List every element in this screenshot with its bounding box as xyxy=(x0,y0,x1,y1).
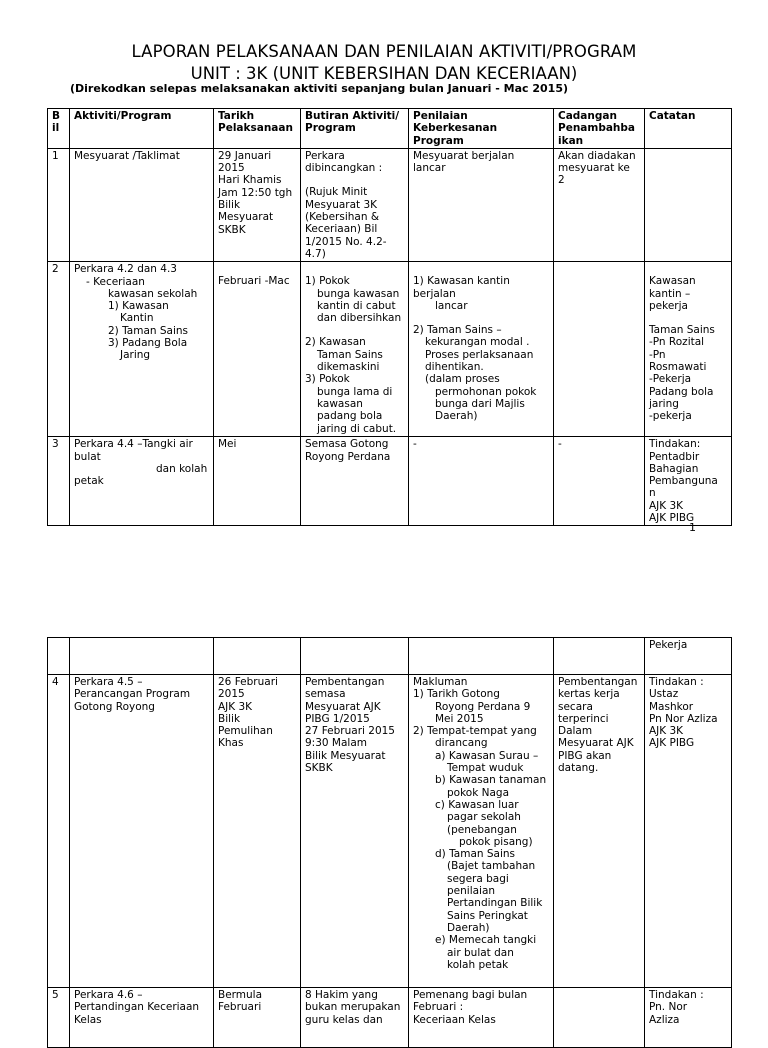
header-tarikh: Tarikh Pelaksanaan xyxy=(214,109,301,149)
aktiviti-cell: Mesyuarat /Taklimat xyxy=(70,148,214,261)
tarikh-cell: 26 Februari 2015 AJK 3K Bilik Pemulihan Khas xyxy=(214,675,301,988)
table-row xyxy=(48,675,732,988)
table-row-continued xyxy=(48,638,732,675)
catatan-cell: Tindakan: Pentadbir Bahagian Pembanguna n AJK 3K AJK PIBG xyxy=(645,437,732,526)
aktiviti-cell: Perkara 4.5 – Perancangan Program Gotong Royong xyxy=(70,675,214,988)
butiran-cell: 1) Pokok bunga kawasan kantin di cabut dan dibersihkan 2) Kawasan Taman Sains dikemaskini 3) Pokok bunga lama di kawasan padang bola jaring di cabut. xyxy=(301,262,409,437)
row-number: 5 xyxy=(48,988,70,1048)
header-catatan: Catatan xyxy=(645,109,732,149)
butiran-cell: 8 Hakim yang bukan merupakan guru kelas dan xyxy=(301,988,409,1048)
penilaian-cell: - xyxy=(409,437,554,526)
catatan-cell xyxy=(645,148,732,261)
tarikh-cell: Mei xyxy=(214,437,301,526)
cadangan-cell: - xyxy=(554,437,645,526)
table-row xyxy=(48,262,732,437)
catatan-cell: Tindakan : Pn. Nor Azliza xyxy=(645,988,732,1048)
activity-table-page2 xyxy=(47,637,732,1048)
unit-title: UNIT : 3K (UNIT KEBERSIHAN DAN KECERIAAN) xyxy=(190,64,578,83)
cadangan-cell: Akan diadakan mesyuarat ke 2 xyxy=(554,148,645,261)
header-bil: B il xyxy=(48,109,70,149)
aktiviti-cell: Perkara 4.6 – Pertandingan Keceriaan Kelas xyxy=(70,988,214,1048)
header-butiran: Butiran Aktiviti/ Program xyxy=(301,109,409,149)
row-number: 2 xyxy=(48,262,70,437)
report-title: LAPORAN PELAKSANAAN DAN PENILAIAN AKTIVITI/PROGRAM xyxy=(131,42,637,61)
activity-table-page1 xyxy=(47,108,732,526)
tarikh-cell: Bermula Februari xyxy=(214,988,301,1048)
butiran-cell: Semasa Gotong Royong Perdana xyxy=(301,437,409,526)
report-subtitle: (Direkodkan selepas melaksanakan aktiviti sepanjang bulan Januari - Mac 2015) xyxy=(70,82,569,95)
catatan-cell: Kawasan kantin – pekerja Taman Sains -Pn Rozital -Pn Rosmawati -Pekerja Padang bola jaring -pekerja xyxy=(645,262,732,437)
aktiviti-cell: Perkara 4.4 –Tangki air bulat dan kolah petak xyxy=(70,437,214,526)
row-number: 1 xyxy=(48,148,70,261)
header-cadangan: Cadangan Penambahba ikan xyxy=(554,109,645,149)
table-row xyxy=(48,988,732,1048)
table-row xyxy=(48,148,732,261)
cadangan-cell xyxy=(554,988,645,1048)
penilaian-cell: Pemenang bagi bulan Februari : Keceriaan Kelas xyxy=(409,988,554,1048)
row-number: 3 xyxy=(48,437,70,526)
catatan-cell: Tindakan : Ustaz Mashkor Pn Nor Azliza AJK 3K AJK PIBG xyxy=(645,675,732,988)
cadangan-cell xyxy=(554,262,645,437)
table-row xyxy=(48,437,732,526)
cadangan-cell: Pembentangan kertas kerja secara terperinci Dalam Mesyuarat AJK PIBG akan datang. xyxy=(554,675,645,988)
penilaian-cell: 1) Kawasan kantin berjalan lancar 2) Taman Sains – kekurangan modal . Proses perlaksanaan dihentikan. (dalam proses permohonan pokok bunga dari Majlis Daerah) xyxy=(409,262,554,437)
tarikh-cell: 29 Januari 2015 Hari Khamis Jam 12:50 tgh Bilik Mesyuarat SKBK xyxy=(214,148,301,261)
penilaian-cell: Mesyuarat berjalan lancar xyxy=(409,148,554,261)
butiran-cell: Perkara dibincangkan : (Rujuk Minit Mesyuarat 3K (Kebersihan & Keceriaan) Bil 1/2015 No. 4.2- 4.7) xyxy=(301,148,409,261)
catatan-cell: Pekerja xyxy=(645,638,732,675)
aktiviti-cell: Perkara 4.2 dan 4.3 - Keceriaan kawasan sekolah 1) Kawasan Kantin 2) Taman Sains 3) Padang Bola Jaring xyxy=(70,262,214,437)
row-number: 4 xyxy=(48,675,70,988)
butiran-cell: Pembentangan semasa Mesyuarat AJK PIBG 1/2015 27 Februari 2015 9:30 Malam Bilik Mesyuarat SKBK xyxy=(301,675,409,988)
header-aktiviti: Aktiviti/Program xyxy=(70,109,214,149)
table-header-row xyxy=(48,109,732,149)
penilaian-cell: Makluman 1) Tarikh Gotong Royong Perdana 9 Mei 2015 2) Tempat-tempat yang dirancang a) Kawasan Surau – Tempat wuduk b) Kawasan tanaman pokok Naga c) Kawasan luar pagar sekolah (penebangan pokok pisang) d) Taman Sains (Bajet tambahan segera bagi penilaian Pertandingan Bilik Sains Peringkat Daerah) e) Memecah tangki air bulat dan kolah petak xyxy=(409,675,554,988)
tarikh-cell: Februari -Mac xyxy=(214,262,301,437)
header-penilaian: Penilaian Keberkesanan Program xyxy=(409,109,554,149)
page-number: 1 xyxy=(689,521,696,534)
